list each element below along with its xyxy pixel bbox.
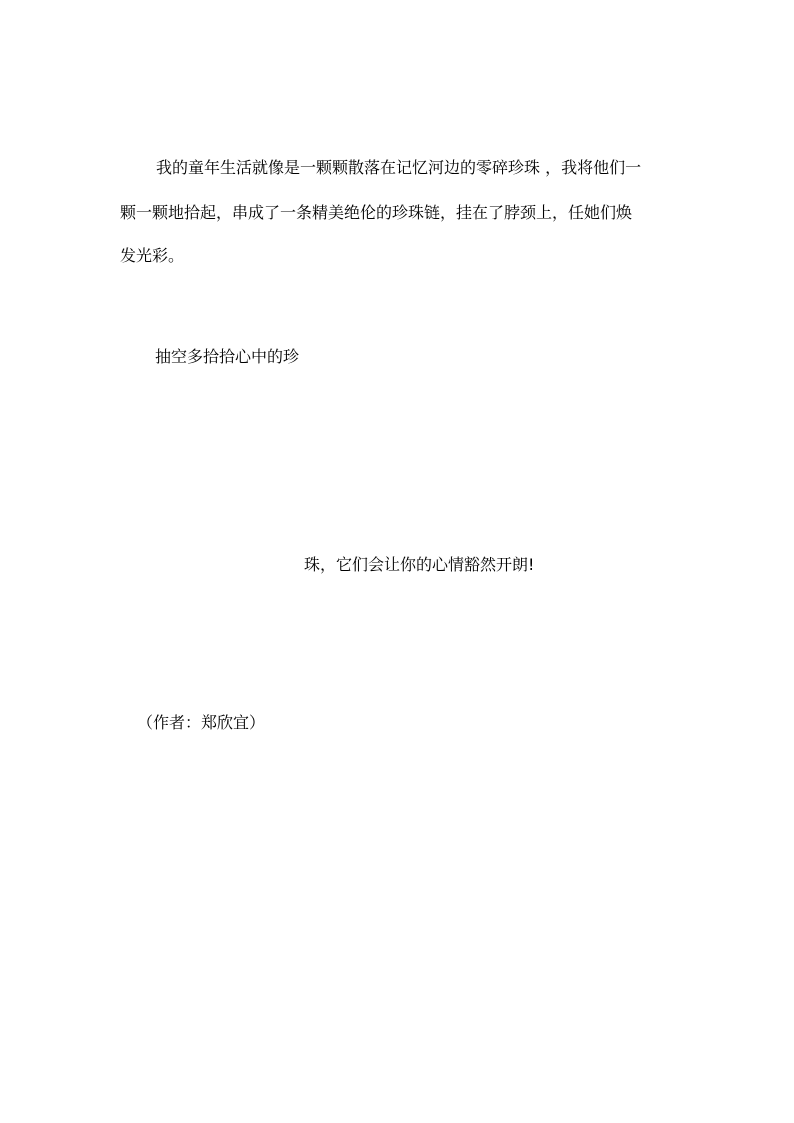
paragraph-line: 发光彩。 [120,246,185,265]
author-credit: （作者：郑欣宜） [137,713,266,732]
paragraph-pearls-continued: 珠，它们会让你的心情豁然开朗! [304,555,535,574]
paragraph-line: 颗一颗地拾起，串成了一条精美绝伦的珍珠链，挂在了脖颈上，任她们焕 [120,203,633,222]
paragraph-collect-pearls: 抽空多拾拾心中的珍 [155,347,300,366]
paragraph-line: 我的童年生活就像是一颗颗散落在记忆河边的零碎珍珠 ，我将他们一 [156,158,642,177]
